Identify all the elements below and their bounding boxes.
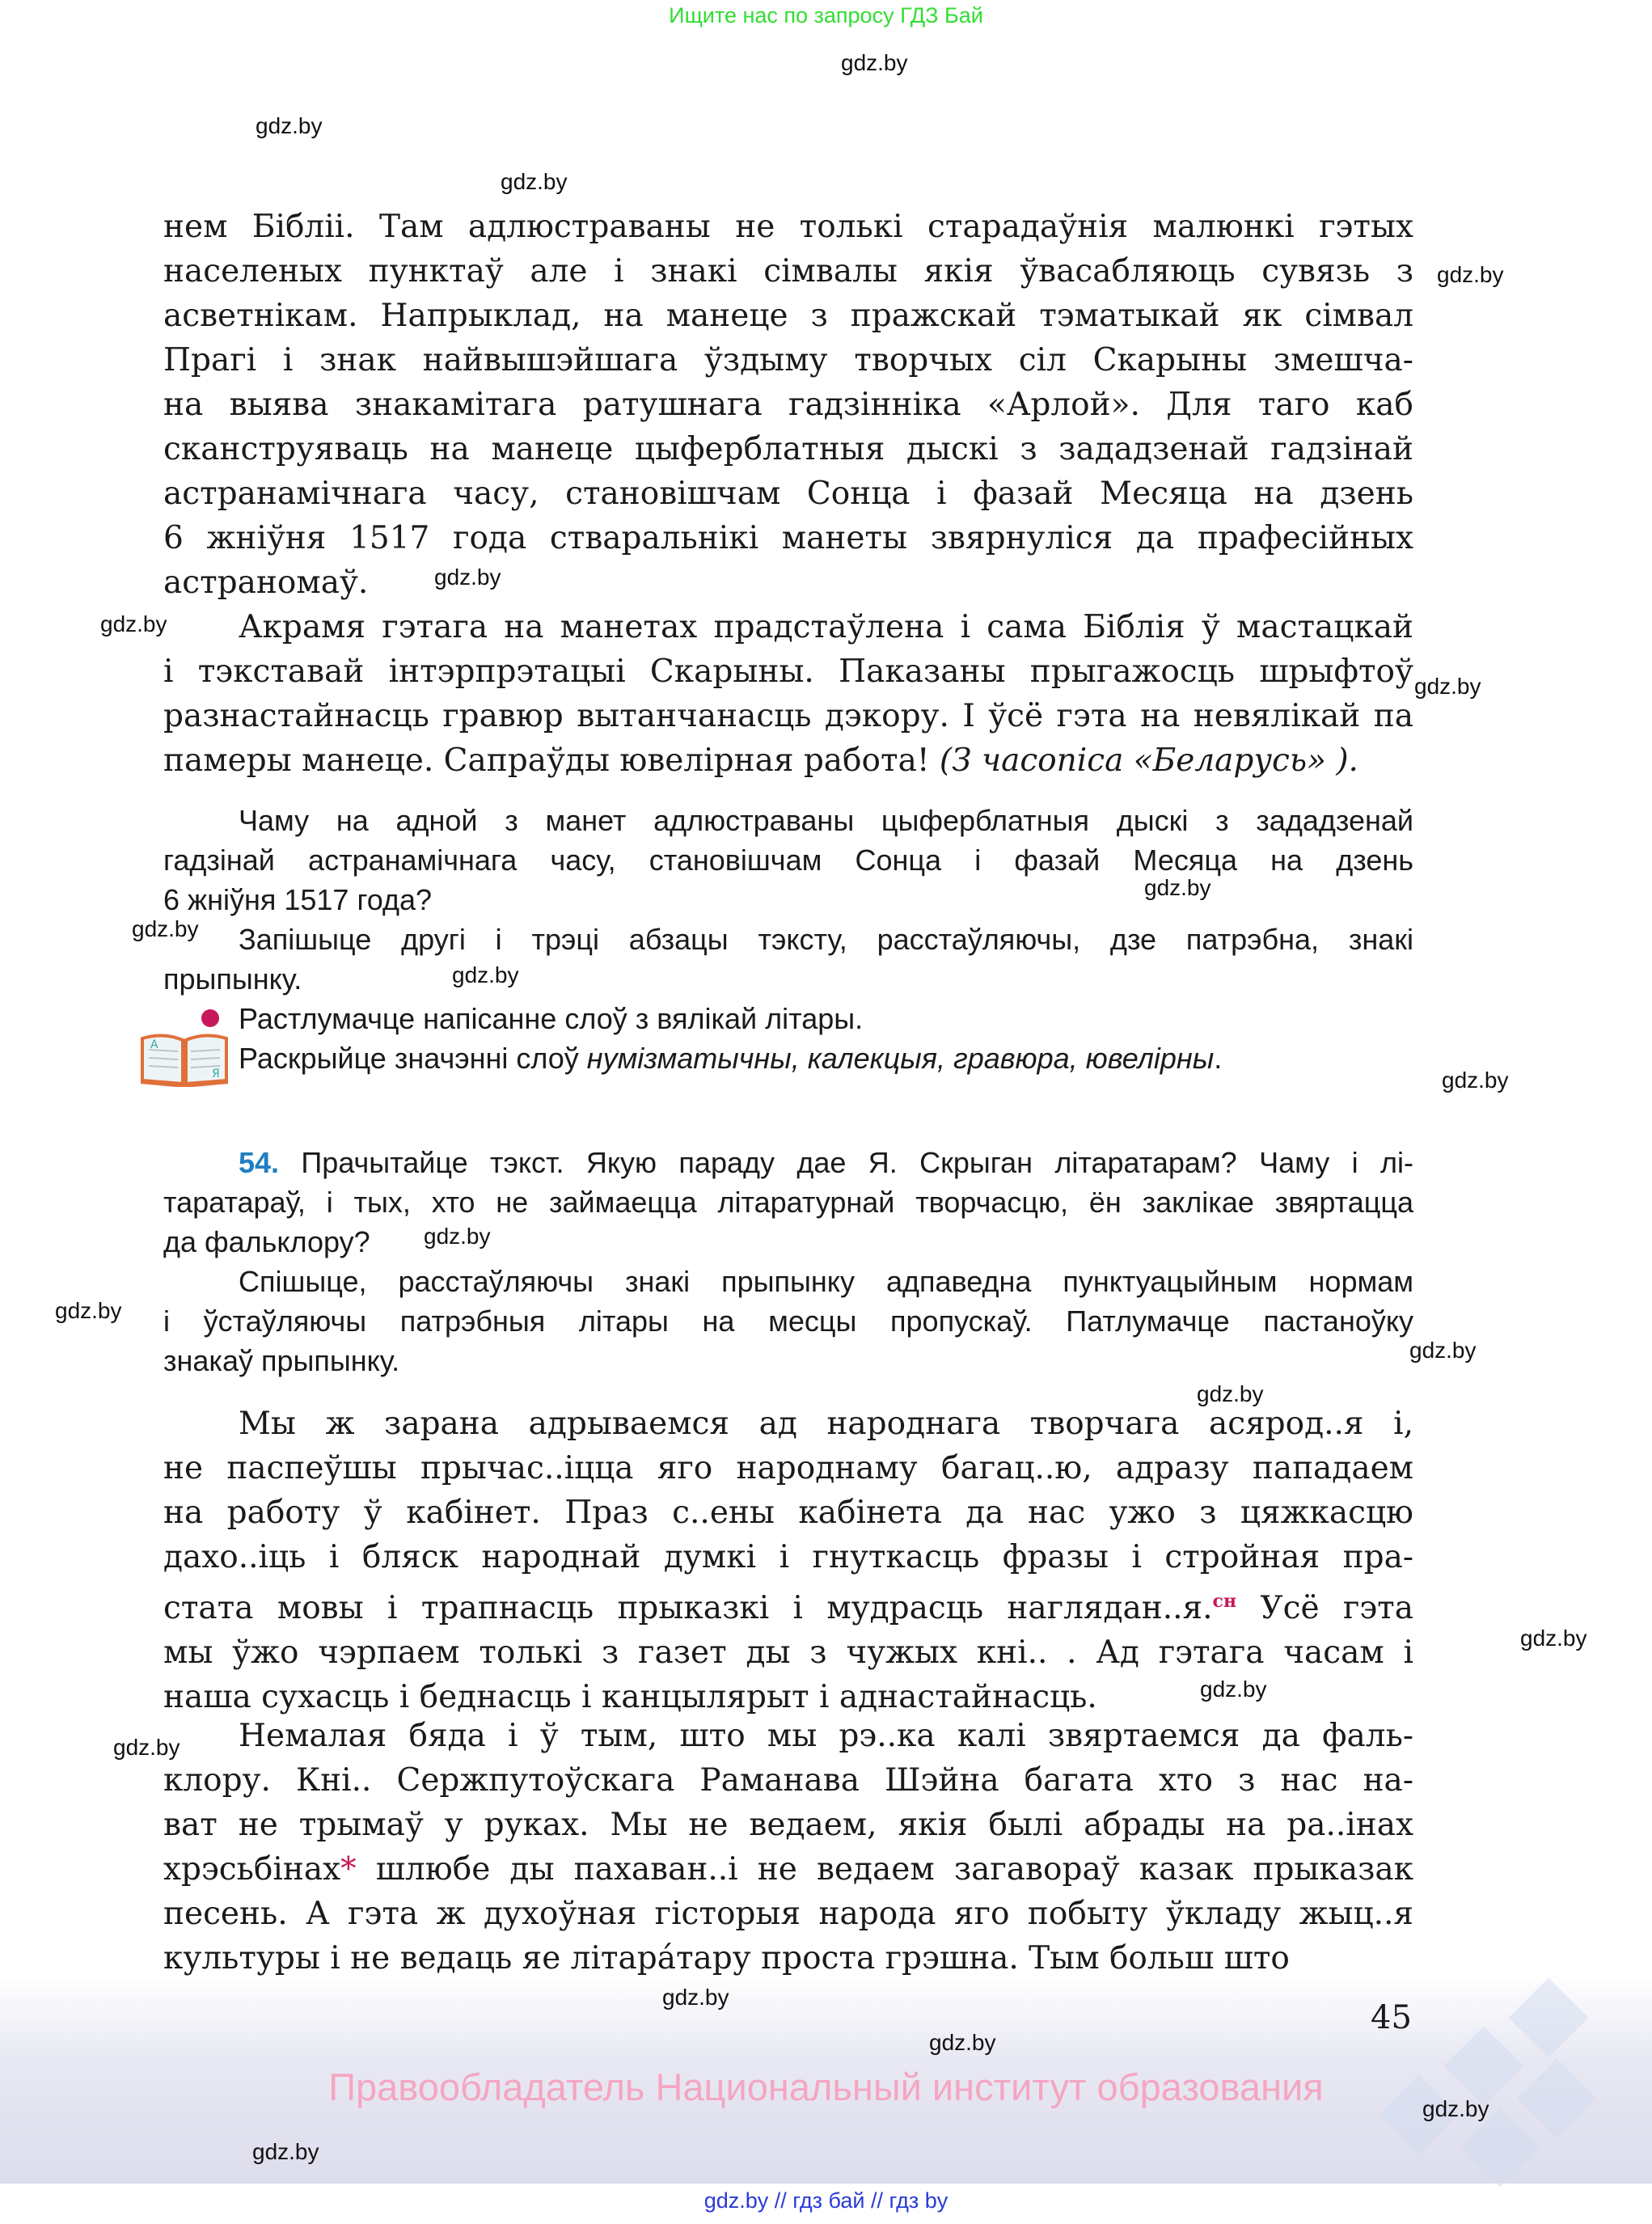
paragraph bbox=[163, 1143, 1413, 1262]
paragraph bbox=[163, 205, 1413, 605]
text-line bbox=[163, 840, 1413, 880]
text-segment: астранамічнага часу, становішчам Сонца і фазай Месяца на дзень bbox=[163, 476, 1413, 512]
text-segment: ват не трымаў у руках. Мы не ведаем, якія былі абрады на ра..інах bbox=[163, 1807, 1413, 1843]
text-line bbox=[163, 471, 1413, 516]
text-line bbox=[163, 1630, 1413, 1675]
paragraph bbox=[163, 605, 1413, 783]
text-line bbox=[163, 516, 1413, 560]
text-segment: хрэсьбінах bbox=[163, 1851, 341, 1888]
watermark-link[interactable]: gdz.by bbox=[1409, 1338, 1477, 1363]
watermark-link[interactable]: gdz.by bbox=[501, 169, 568, 194]
open-book-icon bbox=[139, 1030, 230, 1087]
text-line bbox=[163, 427, 1413, 471]
text-segment: Усё гэта bbox=[1236, 1590, 1413, 1626]
watermark-link[interactable]: gdz.by bbox=[662, 1985, 729, 2010]
text-segment: клору. Кні.. Сержпутоўскага Раманава Шэйна багата хто з нас на- bbox=[163, 1762, 1413, 1799]
text-segment: Запішыце другі і трэці абзацы тэксту, расстаўляючы, дзе патрэбна, знакі bbox=[239, 923, 1413, 956]
text-line bbox=[163, 205, 1413, 249]
watermark-link[interactable]: gdz.by bbox=[929, 2030, 996, 2055]
text-segment: 6 жніўня 1517 года? bbox=[163, 883, 433, 916]
watermark-link[interactable]: gdz.by bbox=[132, 916, 199, 941]
text-segment: нем Біблii. Там адлюстраваны не толькі старадаўнія малюнкі гэтых bbox=[163, 209, 1413, 245]
text-segment: Немалая бяда і ў тым, што мы рэ..ка калі звяртаемся да фаль- bbox=[239, 1718, 1413, 1754]
text-line bbox=[163, 1341, 1413, 1380]
watermark-link[interactable]: gdz.by bbox=[1437, 262, 1504, 287]
paragraph bbox=[163, 999, 1413, 1038]
page-number: 45 bbox=[1371, 1999, 1412, 2036]
text-segment: асветнікам. Напрыклад, на манеце з пражскай тэматыкай як сімвал bbox=[163, 298, 1413, 334]
text-line bbox=[163, 1936, 1413, 1981]
watermark-link[interactable]: gdz.by bbox=[256, 113, 323, 138]
text-segment: сканструяваць на манеце цыферблатныя дыскі з зададзенай гадзінай bbox=[163, 431, 1413, 467]
text-segment: шлюбе ды пахаван..і не ведаем загавораў казак прыказак bbox=[356, 1851, 1413, 1888]
text-line bbox=[163, 560, 1413, 605]
text-line bbox=[163, 249, 1413, 294]
text-line bbox=[163, 959, 1413, 999]
text-line bbox=[163, 738, 1413, 783]
text-line bbox=[163, 1402, 1413, 1446]
text-segment: песень. А гэта ж духоўная гісторыя народа яго побыту ўкладу жыц..я bbox=[163, 1896, 1413, 1932]
text-segment: знакаў прыпынку. bbox=[163, 1344, 400, 1377]
watermark-link[interactable]: gdz.by bbox=[424, 1224, 491, 1249]
text-segment: дахо..іць і бляск народнай думкі і гнуткасць фразы і стройная пра- bbox=[163, 1539, 1413, 1575]
text-line bbox=[163, 1579, 1413, 1630]
watermark-link[interactable]: gdz.by bbox=[1200, 1676, 1267, 1702]
search-banner-link[interactable]: Ищите нас по запросу ГДЗ Бай bbox=[669, 3, 983, 27]
watermark-link[interactable]: gdz.by bbox=[113, 1735, 180, 1760]
text-segment: Акрамя гэтага на манетах прадстаўлена і сама Біблія ў мастацкай bbox=[239, 609, 1413, 645]
text-line bbox=[163, 1182, 1413, 1222]
text-line bbox=[163, 294, 1413, 338]
text-line bbox=[163, 1038, 1413, 1078]
text-segment: Растлумачце напісанне слоў з вялікай літары. bbox=[239, 1002, 864, 1035]
text-line bbox=[163, 1892, 1413, 1936]
text-line bbox=[163, 999, 1413, 1038]
text-line bbox=[163, 383, 1413, 427]
watermark-link[interactable]: gdz.by bbox=[841, 50, 908, 75]
text-segment: на выява знакамітага ратушнага гадзінніка «Арлой». Для таго каб bbox=[163, 387, 1413, 423]
svg-text:Я: Я bbox=[212, 1068, 220, 1080]
paragraph bbox=[163, 920, 1413, 999]
text-line bbox=[163, 1490, 1413, 1535]
text-segment: культуры і не ведаць яе літара́тару проста грэшна. Тым больш што bbox=[163, 1940, 1290, 1977]
text-segment: да фальклору? bbox=[163, 1225, 370, 1258]
asterisk-mark: * bbox=[340, 1851, 357, 1888]
paragraph bbox=[163, 1402, 1413, 1719]
text-line bbox=[163, 801, 1413, 840]
paragraph bbox=[163, 1038, 1413, 1078]
watermark-link[interactable]: gdz.by bbox=[1144, 875, 1211, 900]
watermark-link[interactable]: gdz.by bbox=[452, 962, 519, 987]
text-segment: разнастайнасць гравюр вытанчанасць дэкору. І ўсё гэта на невялікай па bbox=[163, 698, 1413, 734]
text-segment: таратараў, і тых, хто не займаецца літаратурнай творчасцю, ён заклікае звяртацца bbox=[163, 1186, 1413, 1219]
watermark-link[interactable]: gdz.by bbox=[1197, 1381, 1264, 1406]
paragraph bbox=[163, 801, 1413, 920]
exercise-number: 54. bbox=[239, 1146, 280, 1179]
text-line bbox=[163, 1222, 1413, 1262]
text-segment: Прачытайце тэкст. Якую параду дае Я. Скрыган літаратарам? Чаму і лі- bbox=[279, 1146, 1413, 1179]
text-segment: прыпынку. bbox=[163, 962, 302, 996]
text-segment: Спішыце, расстаўляючы знакі прыпынку адпаведна пунктуацыйным нормам bbox=[239, 1265, 1413, 1298]
text-line bbox=[163, 1301, 1413, 1341]
svg-text:А: А bbox=[150, 1038, 158, 1051]
text-line bbox=[163, 1446, 1413, 1490]
text-line bbox=[163, 1803, 1413, 1847]
text-segment: Мы ж зарана адрываемся ад народнага творчага асярод..я і, bbox=[239, 1406, 1413, 1442]
text-line bbox=[163, 1758, 1413, 1803]
footnote-mark: сн bbox=[1212, 1591, 1237, 1612]
text-line bbox=[163, 694, 1413, 738]
text-line bbox=[163, 880, 1413, 920]
text-line bbox=[163, 1847, 1413, 1892]
text-segment: мы ўжо чэрпаем толькі з газет ды з чужых кні.. . Ад гэтага часам і bbox=[163, 1634, 1413, 1671]
watermark-link[interactable]: gdz.by bbox=[252, 2139, 319, 2164]
watermark-link[interactable]: gdz.by bbox=[1442, 1068, 1509, 1093]
text-segment: населеных пунктаў але і знакі сімвалы якія ўвасабляюць сувязь з bbox=[163, 253, 1413, 290]
text-segment: і тэкставай інтэрпрэтацыі Скарыны. Паказаны прыгажосць шрыфтоў bbox=[163, 653, 1413, 690]
watermark-link[interactable]: gdz.by bbox=[434, 564, 501, 590]
text-segment: Чаму на адной з манет адлюстраваны цыферблатныя дыскі з зададзенай bbox=[239, 804, 1413, 837]
watermark-link[interactable]: gdz.by bbox=[1520, 1626, 1587, 1651]
text-line bbox=[163, 1535, 1413, 1579]
text-segment: памеры манеце. Сапраўды ювелірная работа! bbox=[163, 742, 940, 779]
text-line bbox=[163, 920, 1413, 959]
text-line bbox=[163, 1714, 1413, 1758]
text-line bbox=[163, 1262, 1413, 1301]
paragraph bbox=[163, 1714, 1413, 1981]
watermark-link[interactable]: gdz.by bbox=[55, 1298, 122, 1323]
text-segment: астраномаў. bbox=[163, 564, 369, 601]
text-line bbox=[163, 338, 1413, 383]
text-line bbox=[163, 1143, 1413, 1182]
text-segment: . bbox=[1214, 1042, 1223, 1075]
paragraph bbox=[163, 1262, 1413, 1380]
text-segment: (З часопіса «Беларусь» ). bbox=[939, 742, 1358, 779]
watermark-link[interactable]: gdz.by bbox=[100, 611, 167, 636]
text-line bbox=[163, 649, 1413, 694]
text-segment: на работу ў кабінет. Праз с..ены кабінета да нас ужо з цяжкасцю bbox=[163, 1495, 1413, 1531]
watermark-link[interactable]: gdz.by bbox=[1414, 674, 1481, 699]
watermark-link[interactable]: gdz.by bbox=[1422, 2096, 1489, 2121]
text-segment: і ўстаўляючы патрэбныя літары на месцы пропускаў. Патлумачце пастаноўку bbox=[163, 1304, 1413, 1338]
text-segment: Прагі і знак найвышэйшага ўздыму творчых сіл Скарыны змешча- bbox=[163, 342, 1413, 378]
text-segment: гадзінай астранамічнага часу, становішчам Сонца і фазай Месяца на дзень bbox=[163, 844, 1413, 877]
copyright-notice: Правообладатель Национальный институт образования bbox=[328, 2065, 1324, 2108]
text-segment: наша сухасць і беднасць і канцылярыт і аднастайнасць. bbox=[163, 1679, 1097, 1715]
text-segment: стата мовы і трапнасць прыказкі і мудрасць наглядан..я. bbox=[163, 1590, 1213, 1626]
text-segment: 6 жніўня 1517 года стваральнікі манеты звярнуліся да прафесійных bbox=[163, 520, 1413, 556]
text-segment: не паспеўшы прычас..іцца яго народнаму багац..ю, адразу пападаем bbox=[163, 1450, 1413, 1486]
bullet-dot-icon bbox=[201, 1009, 219, 1027]
footer-links[interactable]: gdz.by // гдз бай // гдз by bbox=[703, 2188, 949, 2213]
text-segment: нумізматычны, калекцыя, гравюра, ювелірны bbox=[586, 1042, 1215, 1075]
text-line bbox=[163, 605, 1413, 649]
text-segment: Раскрыйце значэнні слоў bbox=[239, 1042, 587, 1075]
